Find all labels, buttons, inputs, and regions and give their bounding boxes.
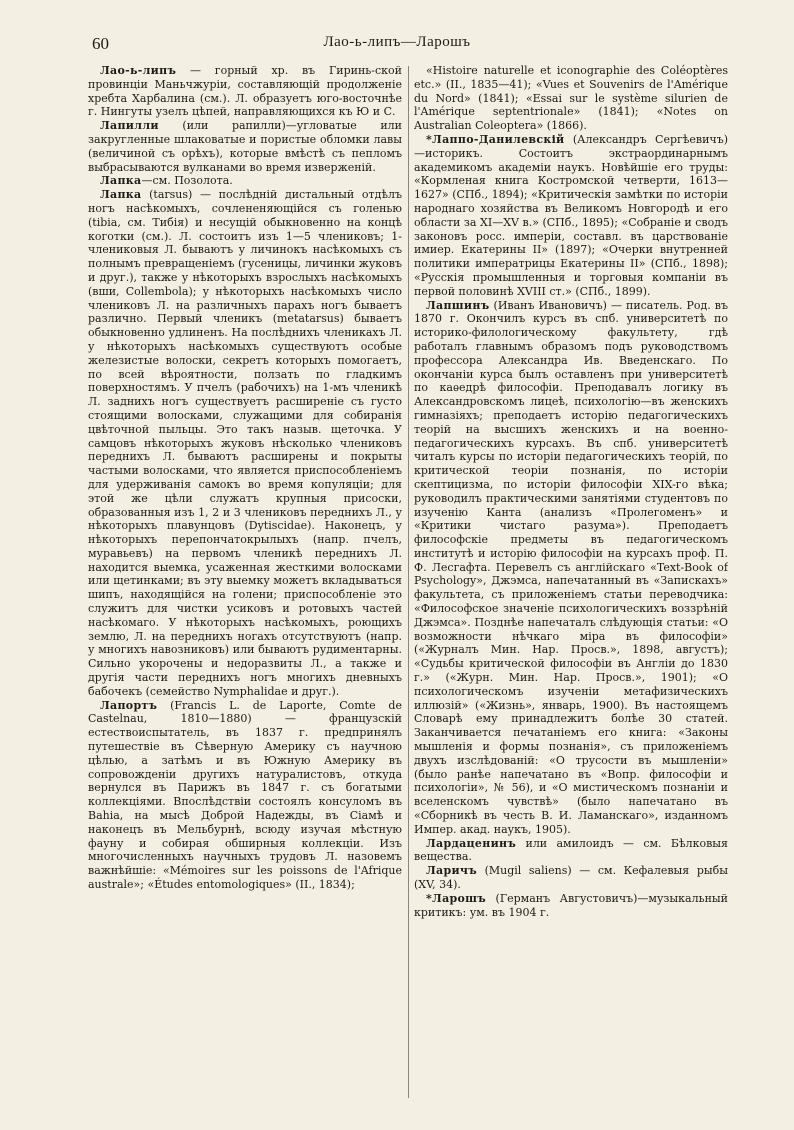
entry-text: (или рапилли)—угловатые или закругленные шлаковатые и пористые обломки лавы (величиной съ орѣхъ), которые вмѣстѣ съ пепломъ выбрасываются вулканами во время изверженій.: [88, 119, 402, 174]
dictionary-entry: [88, 119, 402, 174]
entry-text: или амилоидъ — см. Бѣлковыя вещества.: [414, 836, 728, 864]
dictionary-entry: [414, 892, 728, 920]
entry-headword: Лардаценинъ: [426, 836, 517, 850]
entry-headword: Лао-ь-липъ: [100, 64, 177, 77]
dictionary-entry: [88, 188, 402, 698]
dictionary-entry: [414, 837, 728, 865]
text-columns: [88, 64, 728, 1104]
page-number: 60: [92, 34, 109, 53]
page-header-title: Лао-ь-липъ—Ларошъ: [323, 34, 471, 50]
entry-headword: Лапка: [100, 174, 142, 188]
running-head: [92, 34, 702, 56]
entry-text: (Александръ Сергѣевичъ)—историкъ. Состоитъ экстраординарнымъ академикомъ академіи наукъ. Новѣйшіе его труды: «Кормленая книга Костромской четверти, 1613—1627» (СПб., 1894); «Критическія замѣтки по исторіи народнаго хозяйства въ Великомъ Новгородѣ и его области за XI—XV в.» (СПб., 1895); «Собраніе и сводъ законовъ росс. имперіи, составл. въ царствованіе имиер. Екатерины II» (1897); «Очерки внутренней политики императрицы Екатерины II» (СПб., 1898); «Русскія промышленныя и торговыя компаніи въ первой половинѣ XVIII ст.» (СПб., 1899).: [414, 132, 728, 298]
dictionary-entry: [414, 299, 728, 837]
entry-headword: Лапортъ: [100, 698, 158, 712]
dictionary-entry: [414, 64, 728, 133]
dictionary-entry: [88, 174, 402, 188]
entry-text: (Mugil saliens) — см. Кефалевыя рыбы (XV, 34).: [414, 864, 728, 892]
dictionary-entry: [414, 133, 728, 299]
entry-text: (Francis L. de Laporte, Comte de Castelnau, 1810—1880) — французскій естествоиспытатель, въ 1837 г. предпринялъ путешествіе въ Сѣверную Америку съ научною цѣлью, а затѣмъ и въ Южную Америку въ сопровожденіи другихъ натуралистовъ, откуда вернулся въ Парижъ въ 1847 г. съ богатыми коллекціями. Впослѣдствіи состоялъ консуломъ въ Bahia, на мысѣ Доброй Надежды, въ Сіамѣ и наконецъ въ Мельбурнѣ, всюду изучая мѣстную фауну и собирая обширныя коллекціи. Изъ многочисленныхъ научныхъ трудовъ Л. назовемъ важнѣйшіе: «Mémoires sur les poissons de l'Afrique australe»; «Études entomologiques» (II., 1834);: [88, 698, 402, 892]
entry-text: —см. Позолота.: [141, 174, 233, 188]
left-column: [88, 64, 402, 1104]
entry-text: — горный хр. въ Гиринь-ской провинціи Маньчжуріи, составляющій продолженіе хребта Харбалина (см.). Л. образуетъ юго-восточнѣе г. Нингуты узелъ цѣпей, направляющихся къ Ю и С.: [88, 64, 402, 119]
entry-headword: Лапшинъ: [426, 298, 490, 312]
entry-text: «Histoire naturelle et iconographie des Coléoptères etc.» (II., 1835—41); «Vues et Souvenirs de l'Amérique du Nord» (1841); «Essai sur le système silurien de l'Amérique septentrionale» (1841); «Notes on Australian Coleoptera» (1866).: [414, 64, 728, 133]
entry-text: (Иванъ Ивановичъ) — писатель. Род. въ 1870 г. Окончилъ курсъ въ спб. университетѣ по историко-филологическому факультету, гдѣ работалъ главнымъ образомъ подъ руководствомъ профессора Александра Ив. Введенскаго. По окончаніи курса былъ оставленъ при университетѣ по каѳедрѣ философіи. Преподавалъ логику въ Александровскомъ лицеѣ, психологію—въ женскихъ гимназіяхъ; преподаетъ исторію педагогическихъ теорій на высшихъ женскихъ и на военно-педагогическихъ курсахъ. Въ спб. университетѣ читалъ курсы по исторіи педагогическихъ теорій, по критической теоріи познанія, по исторіи скептицизма, по исторіи философіи XIX-го вѣка; руководилъ практическими занятіями студентовъ по изученію Канта (анализъ «Пролегоменъ» и «Критики чистаго разума»). Преподаетъ философскіе предметы въ педагогическомъ институтѣ и исторію философіи на курсахъ проф. П. Ф. Лесгафта. Перевелъ съ англійскаго «Text-Book of Psychology», Джэмса, напечатанный въ «Запискахъ» факультета, съ приложеніемъ статьи переводчика: «Философское значеніе психологическихъ воззрѣній Джэмса». Позднѣе напечаталъ слѣдующія статьи: «О возможности нѣчкаго міра въ философіи» («Журналъ Мин. Нар. Просв.», 1898, августъ); «Судьбы критической философіи въ Англіи до 1830 г.» («Журн. Мин. Нар. Просв.», 1901); «О психологическомъ изученіи метафизическихъ иллюзій» («Жизнь», январь, 1900). Въ настоящемъ Словарѣ ему принадлежитъ болѣе 30 статей. Заканчивается печатаніемъ его книга: «Законы мышленія и формы познанія», съ приложеніемъ двухъ изслѣдованій: «О трусости въ мышленіи» (было ранѣе напечатано въ «Вопр. философіи и психологіи», № 56), и «О мистическомъ познаніи и вселенскомъ чувствѣ» (было напечатано въ «Сборникѣ въ честь В. И. Ламанскаго», изданномъ Импер. акад. наукъ, 1905).: [414, 298, 728, 836]
dictionary-entry: [88, 699, 402, 892]
right-column: [414, 64, 728, 1104]
entry-headword: *Ларошъ: [426, 891, 486, 905]
dictionary-entry: [414, 864, 728, 892]
entry-text: (Германъ Августовичъ)—музыкальный критикъ: ум. въ 1904 г.: [414, 891, 728, 919]
entry-headword: Ларичъ: [426, 864, 477, 878]
entry-headword: Лапка: [100, 188, 142, 202]
entry-headword: Лапилли: [100, 119, 159, 133]
entry-headword: *Лаппо-Данилевскій: [426, 132, 565, 146]
column-divider: [408, 66, 409, 1098]
dictionary-entry: [88, 64, 402, 119]
entry-text: (tarsus) — послѣдній дистальный отдѣлъ ногъ насѣкомыхъ, сочлененяющійся съ голенью (tibia, см. Тибія) и несущій обыкновенно на концѣ коготки (см.). Л. состоитъ изъ 1—5 члениковъ; 1-члениковыя Л. бываютъ у личинокъ насѣкомыхъ съ полнымъ превращеніемъ (гусеницы, личинки жуковъ и друг.), также у нѣкоторыхъ взрослыхъ насѣкомыхъ (вши, Collembola); у нѣкоторыхъ насѣкомыхъ число члениковъ Л. на различныхъ парахъ ногъ бываетъ различно. Первый членикъ (metatarsus) бываетъ обыкновенно удлиненъ. На послѣднихъ членикахъ Л. у нѣкоторыхъ насѣкомыхъ существуютъ особые железистые волоски, секретъ которыхъ помогаетъ, по всей вѣроятности, ползать по гладкимъ поверхностямъ. У пчелъ (рабочихъ) на 1-мъ членикѣ Л. заднихъ ногъ существуетъ расширеніе съ густо стоящими волосками, служащими для собиранія цвѣточной пыльцы. Это такъ назыв. щеточка. У самцовъ нѣкоторыхъ жуковъ нѣсколько члениковъ переднихъ Л. бываютъ расширены и покрыты частыми волосками, что является приспособленіемъ для удерживанія самокъ во время копуляціи; для этой же цѣли служатъ крупныя присоски, образованныя изъ 1, 2 и 3 члениковъ переднихъ Л., у нѣкоторыхъ плавунцовъ (Dytiscidae). Наконецъ, у нѣкоторыхъ перепончатокрылыхъ (напр. пчелъ, муравьевъ) на первомъ членикѣ переднихъ Л. находится выемка, усаженная жесткими волосками или щетинками; въ эту выемку можетъ вкладываться шипъ, находящійся на голени; приспособленіе это служитъ для чистки усиковъ и ротовыхъ частей насѣкомаго. У нѣкоторыхъ насѣкомыхъ, роющихъ землю, Л. на переднихъ ногахъ отсутствуютъ (напр. у многихъ навозниковъ) или бываютъ рудиментарны. Сильно укорочены и недоразвиты Л., а также и другія части переднихъ ногъ многихъ дневныхъ бабочекъ (семейство Nymphalidae и друг.).: [88, 188, 402, 698]
